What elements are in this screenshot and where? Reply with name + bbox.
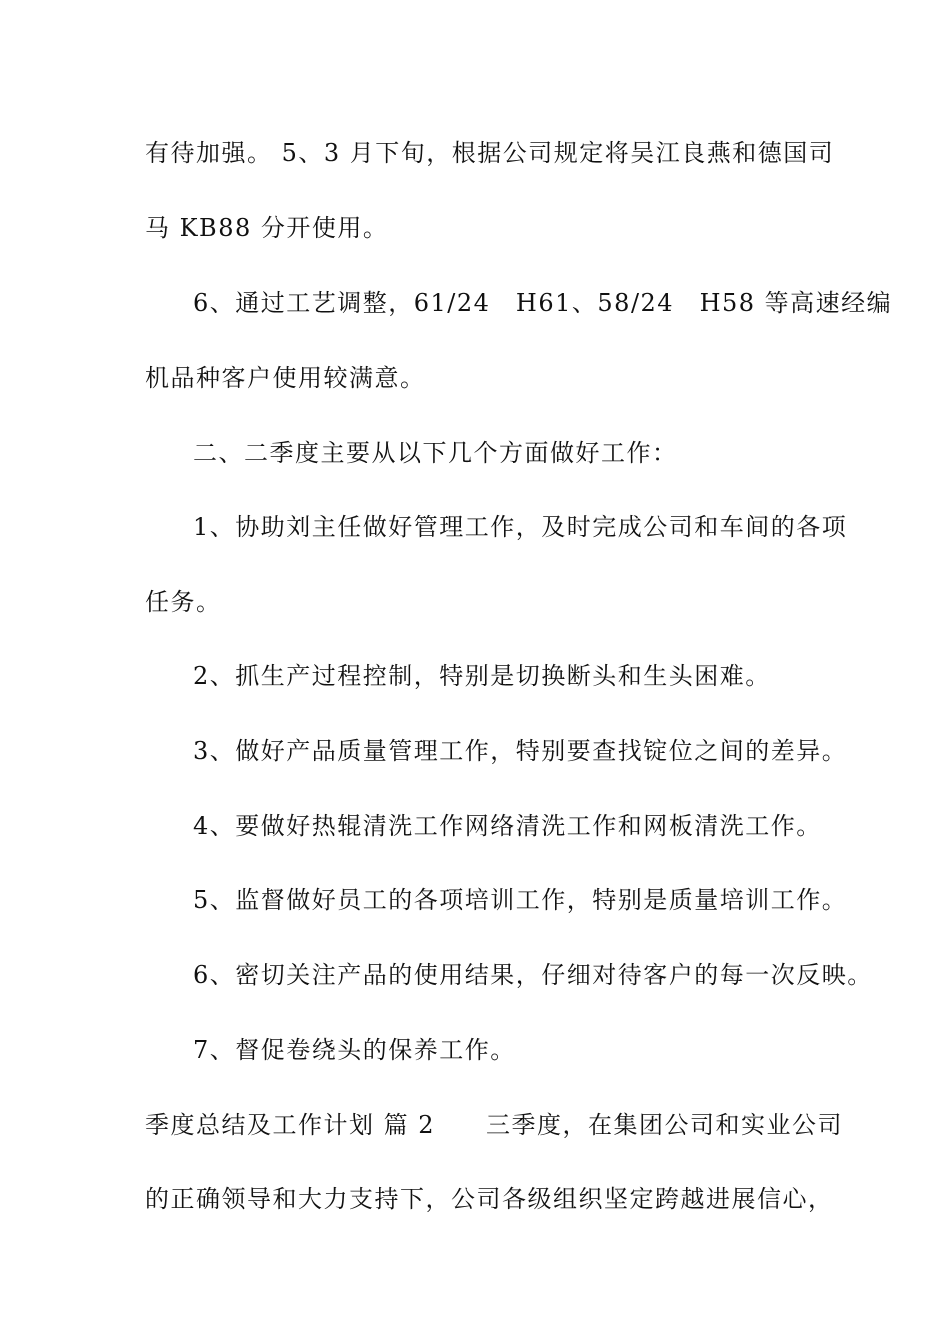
text-line: 2、抓生产过程控制，特别是切换断头和生头困难。 <box>193 662 771 690</box>
section-title-line: 季度总结及工作计划 篇 2 三季度，在集团公司和实业公司 <box>145 1111 844 1139</box>
text-line: 有待加强。 5、3 月下旬，根据公司规定将吴江良燕和德国司 <box>145 139 835 167</box>
text-line: 7、督促卷绕头的保养工作。 <box>193 1036 516 1064</box>
text-line: 5、监督做好员工的各项培训工作，特别是质量培训工作。 <box>193 886 848 914</box>
text-line: 马 KB88 分开使用。 <box>145 214 389 242</box>
text-line: 3、做好产品质量管理工作，特别要查找锭位之间的差异。 <box>193 737 848 765</box>
text-line: 4、要做好热辊清洗工作网络清洗工作和网板清洗工作。 <box>193 812 822 840</box>
text-line: 任务。 <box>145 588 222 616</box>
text-line: 1、协助刘主任做好管理工作，及时完成公司和车间的各项 <box>193 513 848 541</box>
text-line: 的正确领导和大力支持下，公司各级组织坚定跨越进展信心， <box>145 1185 834 1213</box>
text-line: 6、通过工艺调整，61/24 H61、58/24 H58 等高速经编 <box>193 289 893 317</box>
text-line: 6、密切关注产品的使用结果，仔细对待客户的每一次反映。 <box>193 961 873 989</box>
section-heading: 二、二季度主要从以下几个方面做好工作： <box>193 439 678 467</box>
text-line: 机品种客户使用较满意。 <box>145 364 426 392</box>
